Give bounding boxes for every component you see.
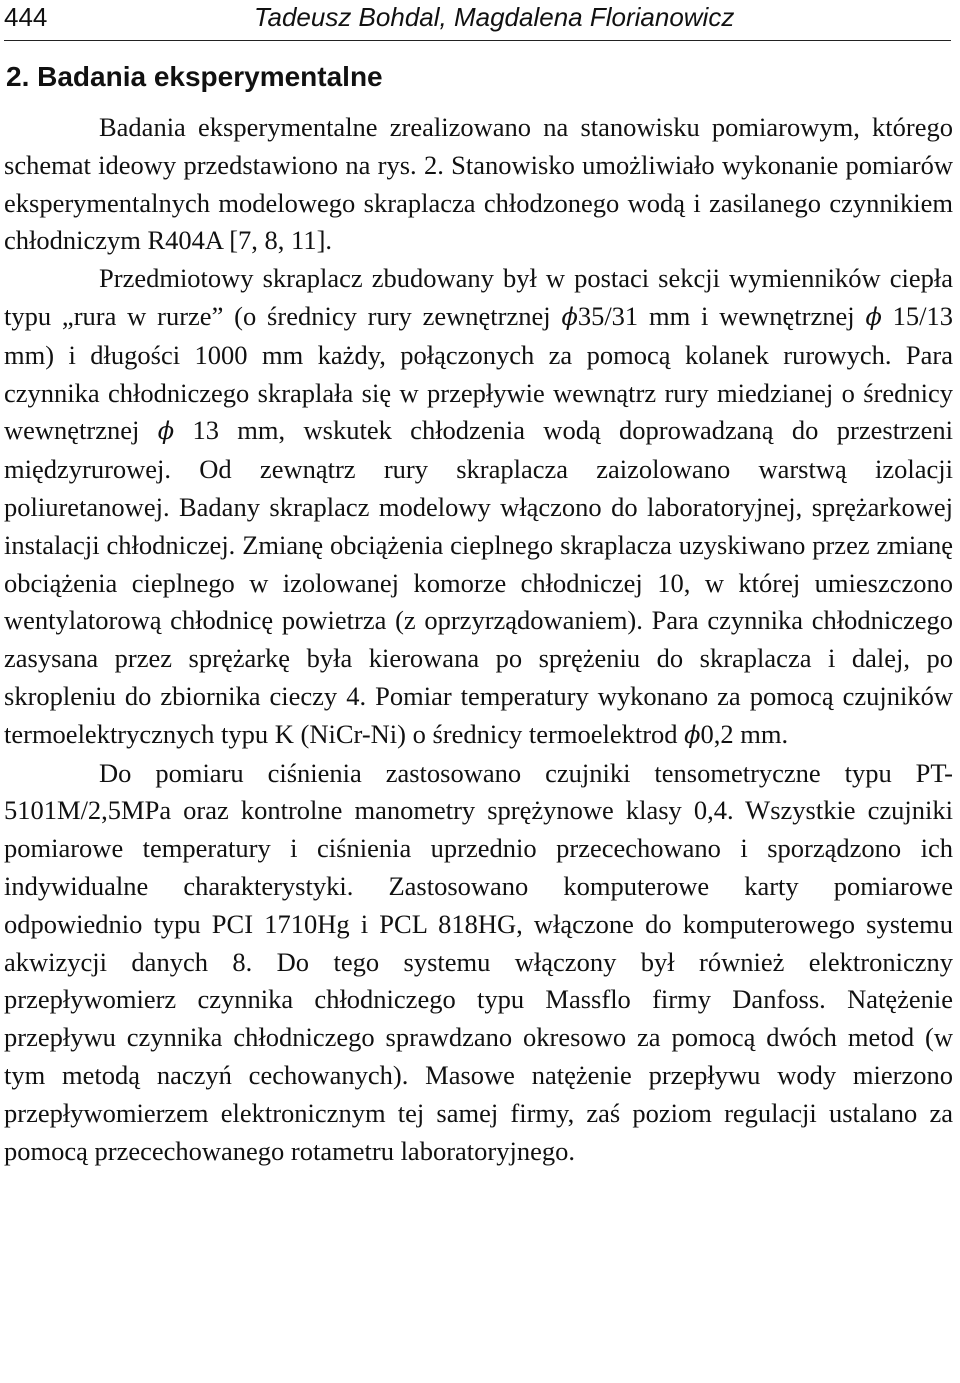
paragraph-3: Do pomiaru ciśnienia zastosowano czujniki tensometryczne typu PT-5101M/2,5MPa oraz kontrolne manometry sprężynowe klasy 0,4. Wszystkie czujniki pomiarowe temperatury i ciśnienia uprzednio przecechowano i sporządzono ich indywidualne charakterystyki. Zastosowano komputerowe karty pomiarowe odpowiednio typu PCI 1710Hg i PCL 818HG, włączone do komputerowego systemu akwizycji danych 8. Do tego systemu włączony był również elektroniczny przepływomierz czynnika chłodniczego typu Massflo firmy Danfoss. Natężenie przepływu czynnika chłodniczego sprawdzano okresowo za pomocą dwóch metod (w tym metodą naczyń cechowanych). Masowe natężenie przepływu wody mierzono przepływomierzem elektronicznym tej samej firmy, zaś poziom regulacji ustalano za pomocą przecechowanego rotametru laboratoryjnego. (4, 757, 953, 1166)
page-number: 444 (4, 2, 48, 32)
diameter-symbol: ϕ (157, 417, 175, 446)
p2-text-c: 15/13 mm) i długości 1000 mm każdy, połączonych za pomocą kolanek rurowych. Para czynnika chłodniczego skraplała się w przepływie wewnątrz rury miedzianej o średnicy wewnętrznej (4, 300, 953, 446)
p2-text-d: 13 mm, wskutek chłodzenia wodą doprowadzaną do przestrzeni międzyrurowej. Od zewnątrz rury skraplacza zaizolowano warstwą izolacji poliuretanowej. Badany skraplacz modelowy włączono do laboratoryjnej, sprężarkowej instalacji chłodniczej. Zmianę obciążenia cieplnego skraplacza uzyskiwano przez zmianę obciążenia cieplnego w izolowanej komorze chłodniczej 10, w której umieszczono wentylatorową chłodnicę powietrza (z oprzyrządowaniem). Para czynnika chłodniczego zasysana przez sprężarkę była kierowana po sprężeniu do skraplacza i dalej, po skropleniu do zbiornika cieczy 4. Pomiar temperatury wykonano za pomocą czujników termoelektrycznych typu K (NiCr-Ni) o średnicy termoelektrod (4, 415, 954, 749)
diameter-symbol: ϕ (684, 720, 701, 749)
running-title: Tadeusz Bohdal, Magdalena Florianowicz (254, 2, 735, 32)
diameter-symbol: ϕ (865, 302, 882, 331)
p2-text-e: 0,2 mm. (700, 718, 789, 749)
running-header (4, 0, 951, 41)
p2-text-a: Przedmiotowy skraplacz zbudowany był w postaci sekcji wymienników ciepła typu „rura w rurze” (o średnicy rury zewnętrznej (4, 263, 953, 331)
diameter-symbol: ϕ (561, 302, 578, 331)
paragraph-1: Badania eksperymentalne zrealizowano na stanowisku pomiarowym, którego schemat ideowy przedstawiono na rys. 2. Stanowisko umożliwiało wykonanie pomiarów eksperymentalnych modelowego skraplacza chłodzonego wodą i zasilanego czynnikiem chłodniczym R404A [7, 8, 11]. (4, 112, 953, 256)
paragraph-2 (4, 260, 953, 754)
p2-text-b: 35/31 mm i wewnętrznej (577, 300, 866, 331)
section-heading: 2. Badania eksperymentalne (6, 61, 383, 92)
